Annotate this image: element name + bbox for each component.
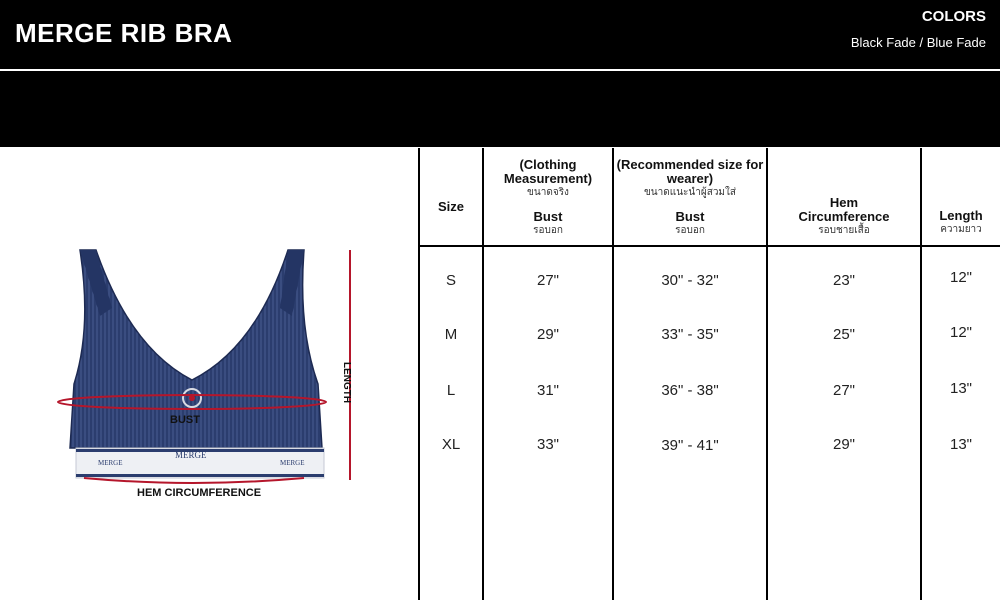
header-black-band [0,71,1000,147]
cell-recommended: 39" - 41" [661,437,719,454]
band-brand-right: MERGE [280,459,305,467]
header-hem-label: Hem Circumference [798,195,890,224]
cell-bust: 33" [536,436,559,453]
cell-length: 13" [949,380,972,397]
cell-recommended: 36" - 38" [661,382,719,399]
cell-hem: 25" [832,326,855,343]
cell-bust: 27" [536,272,559,289]
cell-recommended: 33" - 35" [661,326,719,343]
header-bust [484,210,612,237]
band-brand-left: MERGE [98,459,123,467]
cell-length: 12" [949,269,972,286]
cell-hem: 23" [832,272,855,289]
header-size: Size [437,199,464,214]
header-clothing-measurement [484,158,612,199]
header-bust-label: Bust [533,209,563,224]
colors-value: Black Fade / Blue Fade [850,35,986,50]
size-chart-table [0,148,1000,600]
cell-bust: 29" [536,326,559,343]
header-hem-thai: รอบชายเสื้อ [818,225,870,236]
cell-hem: 29" [832,436,855,453]
header-clothing-measurement-thai: ขนาดจริง [527,187,569,198]
cell-size: XL [441,436,461,453]
bust-label: BUST [170,414,200,426]
header-rec-bust-thai: รอบอก [675,225,705,236]
table-border-left [418,148,420,600]
header-hem [790,196,898,237]
header-length-label: Length [939,208,983,223]
product-title: MERGE RIB BRA [15,18,233,48]
header-recommended-size [614,158,766,199]
header-recommended-label: (Recommended size for wearer) [616,157,764,186]
band-brand-center: MERGE [175,450,207,460]
header-row-divider [420,245,1000,247]
cell-length: 13" [949,436,972,453]
cell-size: M [444,326,458,343]
cell-size: S [445,272,456,289]
header-rec-bust [614,210,766,237]
cell-length: 12" [949,324,972,341]
length-label: LENGTH [341,362,352,404]
hem-circumference-label: HEM CIRCUMFERENCE [137,487,262,499]
header-rec-bust-label: Bust [675,209,705,224]
cell-hem: 27" [832,382,855,399]
cell-recommended: 30" - 32" [661,272,719,289]
header-length [922,209,1000,236]
cell-size: L [446,382,456,399]
colors-label: COLORS [921,8,986,25]
header-length-thai: ความยาว [940,224,982,235]
header-clothing-measurement-label: (Clothing Measurement) [503,157,593,186]
header-bust-thai: รอบอก [533,225,563,236]
cell-bust: 31" [536,382,559,399]
col-divider-3 [766,148,768,600]
header-recommended-thai: ขนาดแนะนำผู้สวมใส่ [643,187,737,198]
